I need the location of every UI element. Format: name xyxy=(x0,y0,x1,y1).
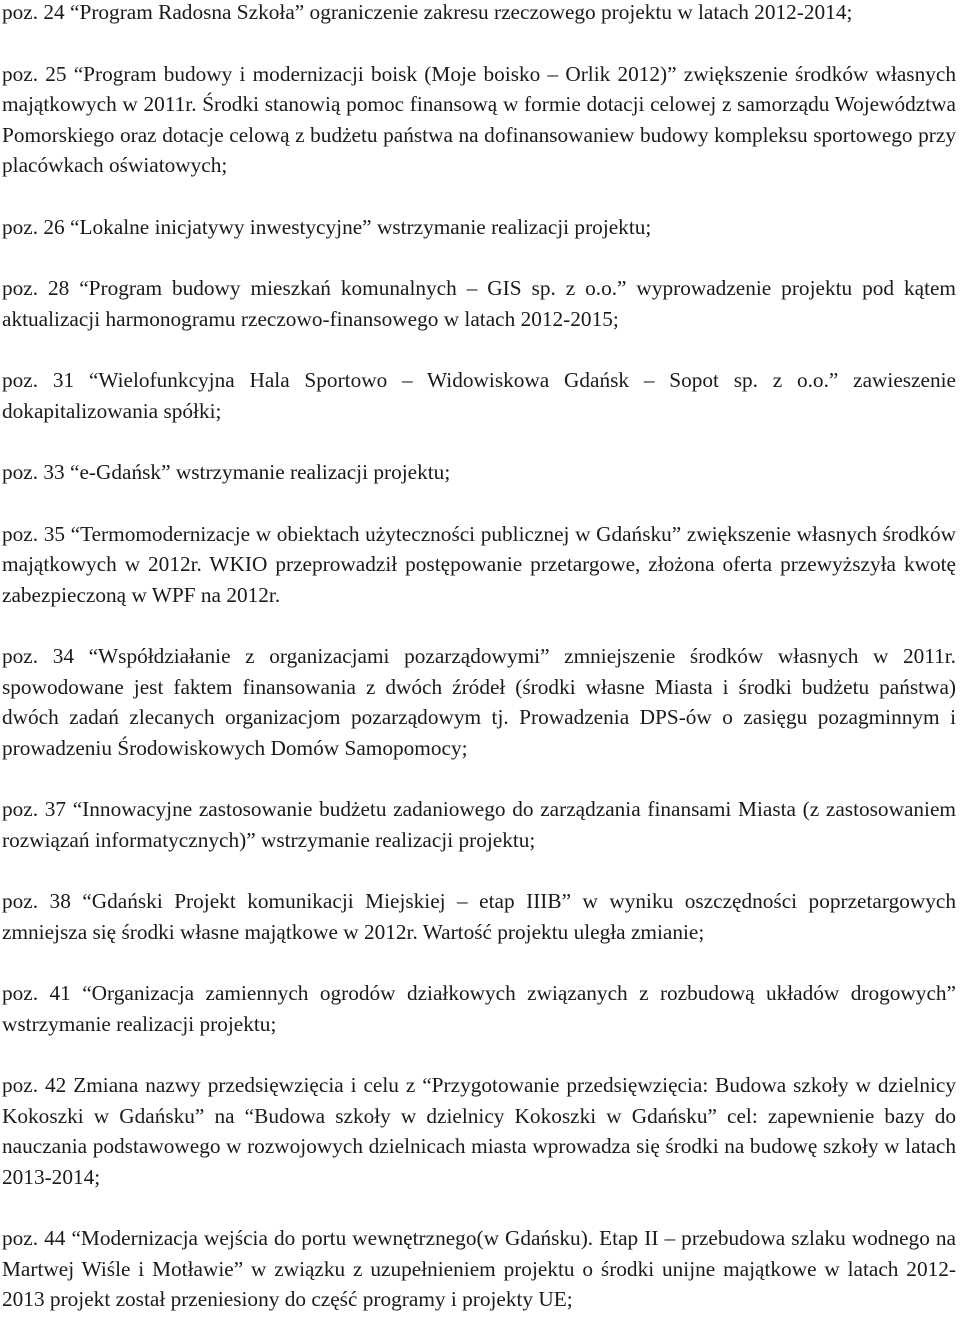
paragraph-poz-34: poz. 34 “Współdziałanie z organizacjami pozarządowymi” zmniejszenie środków własnych w 2011r. spowodowane jest faktem finansowania z dwóch źródeł (środki własne Miasta i środki budżetu państwa) dwóch zadań zlecanych organizacjom pozarządowym tj. Prowadzenia DPS-ów o zasięgu pozagminnym i prowadzeniu Środowiskowych Domów Samopomocy; xyxy=(2,644,956,760)
paragraph-poz-33: poz. 33 “e-Gdańsk” wstrzymanie realizacji projektu; xyxy=(2,460,451,484)
paragraph-poz-41: poz. 41 “Organizacja zamiennych ogrodów działkowych związanych z rozbudową układów drogowych” wstrzymanie realizacji projektu; xyxy=(2,981,956,1036)
paragraph-poz-44: poz. 44 “Modernizacja wejścia do portu wewnętrznego(w Gdańsku). Etap II – przebudowa szlaku wodnego na Martwej Wiśle i Motławie” w związku z uzupełnieniem projektu o środki unijne majątkowe w latach 2012-2013 projekt został przeniesiony do część programy i projekty UE; xyxy=(2,1226,956,1311)
paragraph-poz-42: poz. 42 Zmiana nazwy przedsięwzięcia i celu z “Przygotowanie przedsięwzięcia: Budowa szkoły w dzielnicy Kokoszki w Gdańsku” na “Budowa szkoły w dzielnicy Kokoszki w Gdańsku” cel: zapewnienie bazy do nauczania podstawowego w rozwojowych dzielnicach miasta wprowadza się środki na budowę szkoły w latach 2013-2014; xyxy=(2,1073,956,1189)
paragraph-poz-25: poz. 25 “Program budowy i modernizacji boisk (Moje boisko – Orlik 2012)” zwiększenie środków własnych majątkowych w 2011r. Środki stanowią pomoc finansową w formie dotacji celowej z samorządu Województwa Pomorskiego oraz dotacje celową z budżetu państwa na dofinansowaniew budowy kompleksu sportowego przy placówkach oświatowych; xyxy=(2,61,956,177)
paragraph-poz-28: poz. 28 “Program budowy mieszkań komunalnych – GIS sp. z o.o.” wyprowadzenie projektu pod kątem aktualizacji harmonogramu rzeczowo-finansowego w latach 2012-2015; xyxy=(2,276,956,331)
paragraph-poz-24: poz. 24 “Program Radosna Szkoła” ograniczenie zakresu rzeczowego projektu w latach 2012-2014; xyxy=(2,0,853,24)
paragraph-poz-35: poz. 35 “Termomodernizacje w obiektach użyteczności publicznej w Gdańsku” zwiększenie własnych środków majątkowych w 2012r. WKIO przeprowadził postępowanie przetargowe, złożona oferta przewyższyła kwotę zabezpieczoną w WPF na 2012r. xyxy=(2,521,956,607)
paragraph-poz-31: poz. 31 “Wielofunkcyjna Hala Sportowo – Widowiskowa Gdańsk – Sopot sp. z o.o.” zawieszenie dokapitalizowania spółki; xyxy=(2,368,956,423)
paragraph-poz-26: poz. 26 “Lokalne inicjatywy inwestycyjne” wstrzymanie realizacji projektu; xyxy=(2,214,652,239)
paragraph-poz-38: poz. 38 “Gdański Projekt komunikacji Miejskiej – etap IIIB” w wyniku oszczędności poprzetargowych zmniejsza się środki własne majątkowe w 2012r. Wartość projektu uległa zmianie; xyxy=(2,889,956,944)
paragraph-poz-37: poz. 37 “Innowacyjne zastosowanie budżetu zadaniowego do zarządzania finansami Miasta (z zastosowaniem rozwiązań informatycznych)” wstrzymanie realizacji projektu; xyxy=(2,797,956,852)
